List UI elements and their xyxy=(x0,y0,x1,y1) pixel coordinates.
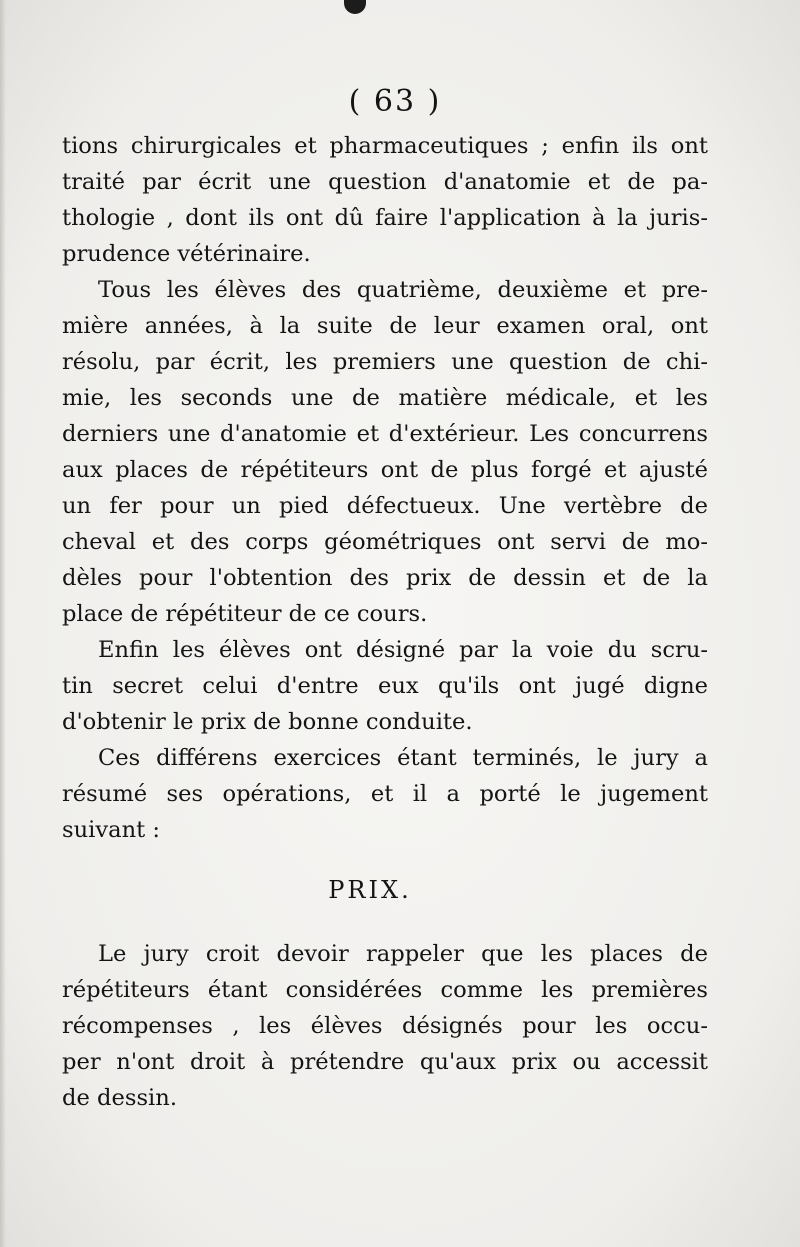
text-line: per n'ont droit à prétendre qu'aux prix ou accessit xyxy=(62,1049,708,1075)
text-line: récompenses , les élèves désignés pour les occu- xyxy=(62,1013,708,1039)
text-line: thologie , dont ils ont dû faire l'application à la juris- xyxy=(62,205,708,231)
text-line: aux places de répétiteurs ont de plus forgé et ajusté xyxy=(62,457,708,483)
text-line: résumé ses opérations, et il a porté le jugement xyxy=(62,781,708,807)
text-line: tions chirurgicales et pharmaceutiques ; enfin ils ont xyxy=(62,133,708,159)
text-line: traité par écrit une question d'anatomie et de pa- xyxy=(62,169,708,195)
text-line: de dessin. xyxy=(62,1085,177,1111)
section-text xyxy=(62,936,708,1116)
text-line: place de répétiteur de ce cours. xyxy=(62,601,428,627)
text-line: Enfin les élèves ont désigné par la voie du scru- xyxy=(98,637,708,663)
section-heading: PRIX. xyxy=(328,876,412,904)
text-line: tin secret celui d'entre eux qu'ils ont jugé digne xyxy=(62,673,708,699)
text-line: Le jury croit devoir rappeler que les places de xyxy=(98,941,708,967)
text-line: mière années, à la suite de leur examen oral, ont xyxy=(62,313,708,339)
text-line: Tous les élèves des quatrième, deuxième et pre- xyxy=(98,277,708,303)
text-line: Ces différens exercices étant terminés, le jury a xyxy=(98,745,708,771)
text-line: suivant : xyxy=(62,817,161,843)
text-line: un fer pour un pied défectueux. Une vertèbre de xyxy=(62,493,708,519)
text-line: cheval et des corps géométriques ont servi de mo- xyxy=(62,529,708,555)
ink-blot xyxy=(344,0,366,14)
text-line: prudence vétérinaire. xyxy=(62,241,311,267)
text-line: mie, les seconds une de matière médicale, et les xyxy=(62,385,708,411)
text-line: dèles pour l'obtention des prix de dessin et de la xyxy=(62,565,708,591)
page-number: ( 63 ) xyxy=(348,84,442,119)
text-line: répétiteurs étant considérées comme les premières xyxy=(62,977,708,1003)
page-edge-shadow xyxy=(0,0,6,1247)
main-text xyxy=(62,128,708,848)
text-line: d'obtenir le prix de bonne conduite. xyxy=(62,709,473,735)
text-line: derniers une d'anatomie et d'extérieur. Les concurrens xyxy=(62,421,708,447)
text-line: résolu, par écrit, les premiers une question de chi- xyxy=(62,349,708,375)
